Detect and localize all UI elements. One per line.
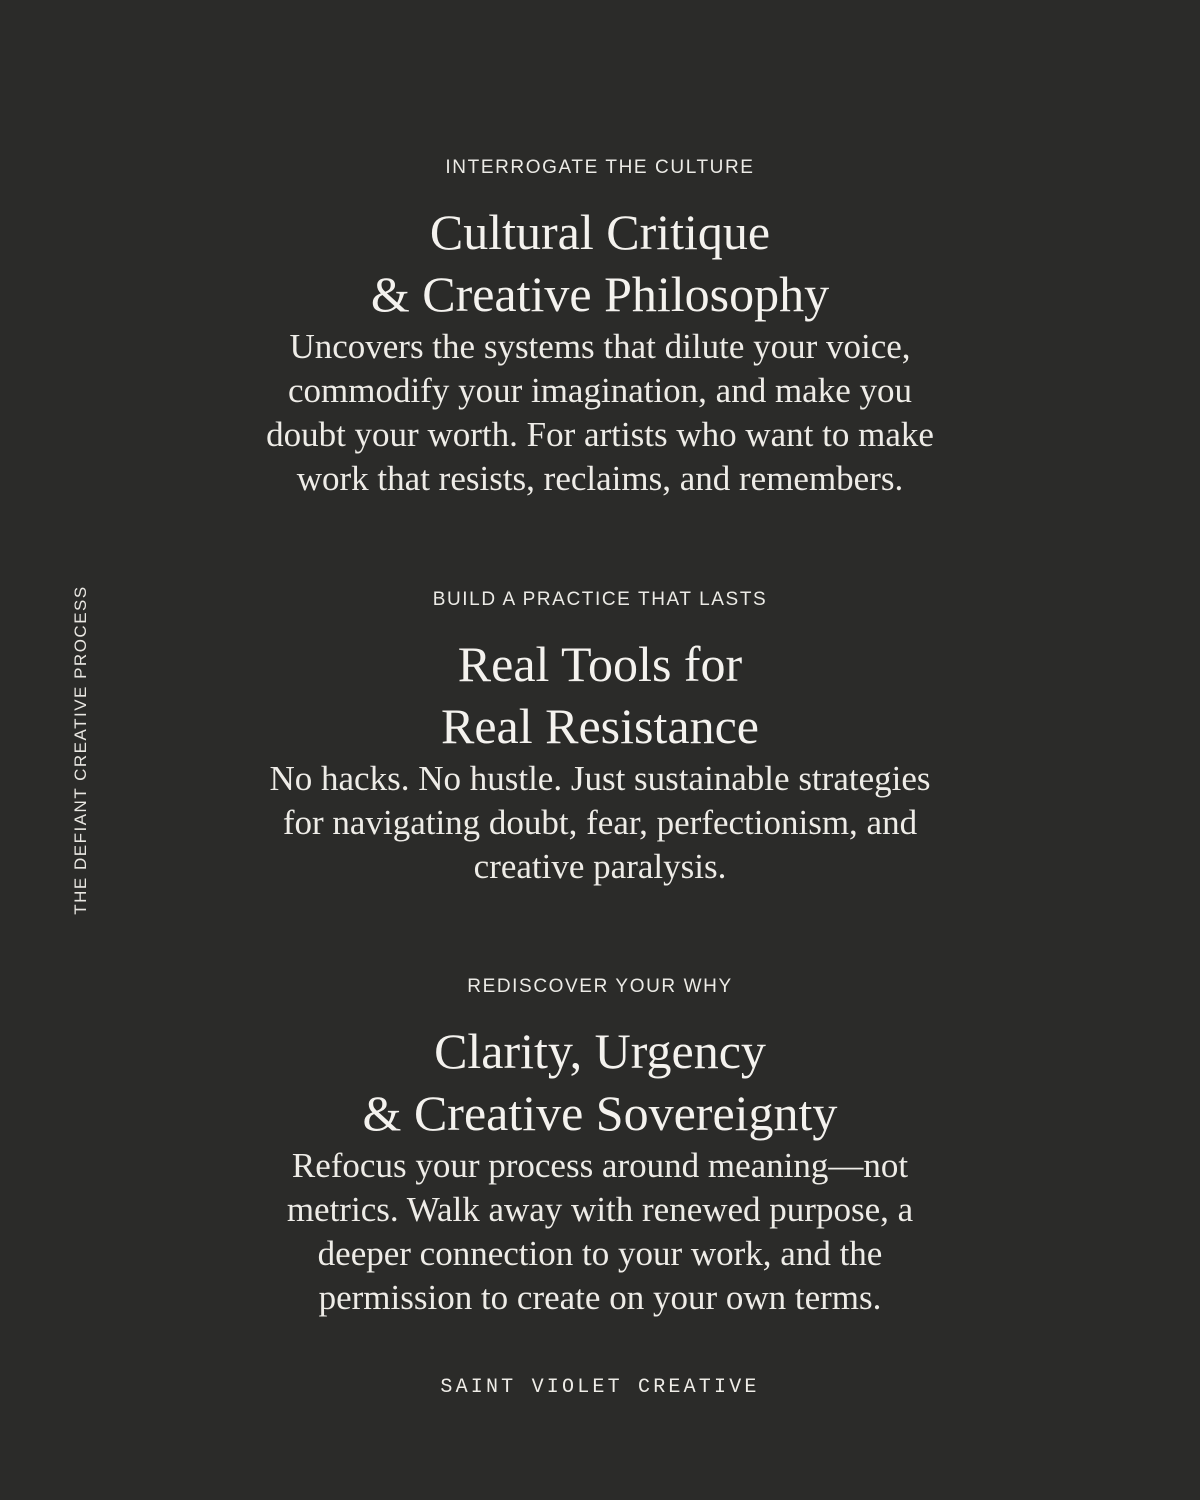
- section-real-tools: [200, 587, 1000, 889]
- section-body: [200, 1144, 1000, 1320]
- body-line: doubt your worth. For artists who want to make: [266, 415, 934, 454]
- body-line: work that resists, reclaims, and remembers.: [296, 459, 904, 498]
- section-body: [200, 325, 1000, 501]
- body-line: Refocus your process around meaning—not: [291, 1146, 909, 1185]
- heading-line: Cultural Critique: [429, 204, 771, 260]
- section-eyebrow: INTERROGATE THE CULTURE: [445, 157, 755, 178]
- section-heading: [200, 1020, 1000, 1144]
- body-line: Uncovers the systems that dilute your voice,: [289, 327, 911, 366]
- body-line: for navigating doubt, fear, perfectionism, and: [282, 803, 918, 842]
- heading-line: & Creative Philosophy: [370, 266, 830, 322]
- section-heading: [200, 633, 1000, 757]
- body-line: permission to create on your own terms.: [318, 1278, 882, 1317]
- body-line: creative paralysis.: [473, 847, 727, 886]
- side-label: THE DEFIANT CREATIVE PROCESS: [71, 585, 90, 915]
- body-line: deeper connection to your work, and the: [317, 1234, 883, 1273]
- section-body: [200, 757, 1000, 889]
- body-line: metrics. Walk away with renewed purpose, a: [286, 1190, 914, 1229]
- heading-line: & Creative Sovereignty: [362, 1085, 838, 1141]
- section-heading: [200, 201, 1000, 325]
- heading-line: Clarity, Urgency: [434, 1023, 766, 1079]
- section-cultural-critique: [200, 155, 1000, 501]
- brand-footer: SAINT VIOLET CREATIVE: [440, 1376, 760, 1399]
- section-eyebrow: REDISCOVER YOUR WHY: [467, 976, 733, 997]
- body-line: commodify your imagination, and make you: [287, 371, 913, 410]
- section-clarity-urgency: [200, 974, 1000, 1320]
- heading-line: Real Resistance: [441, 698, 759, 754]
- section-eyebrow: BUILD A PRACTICE THAT LASTS: [432, 589, 768, 610]
- body-line: No hacks. No hustle. Just sustainable strategies: [269, 759, 931, 798]
- heading-line: Real Tools for: [457, 636, 743, 692]
